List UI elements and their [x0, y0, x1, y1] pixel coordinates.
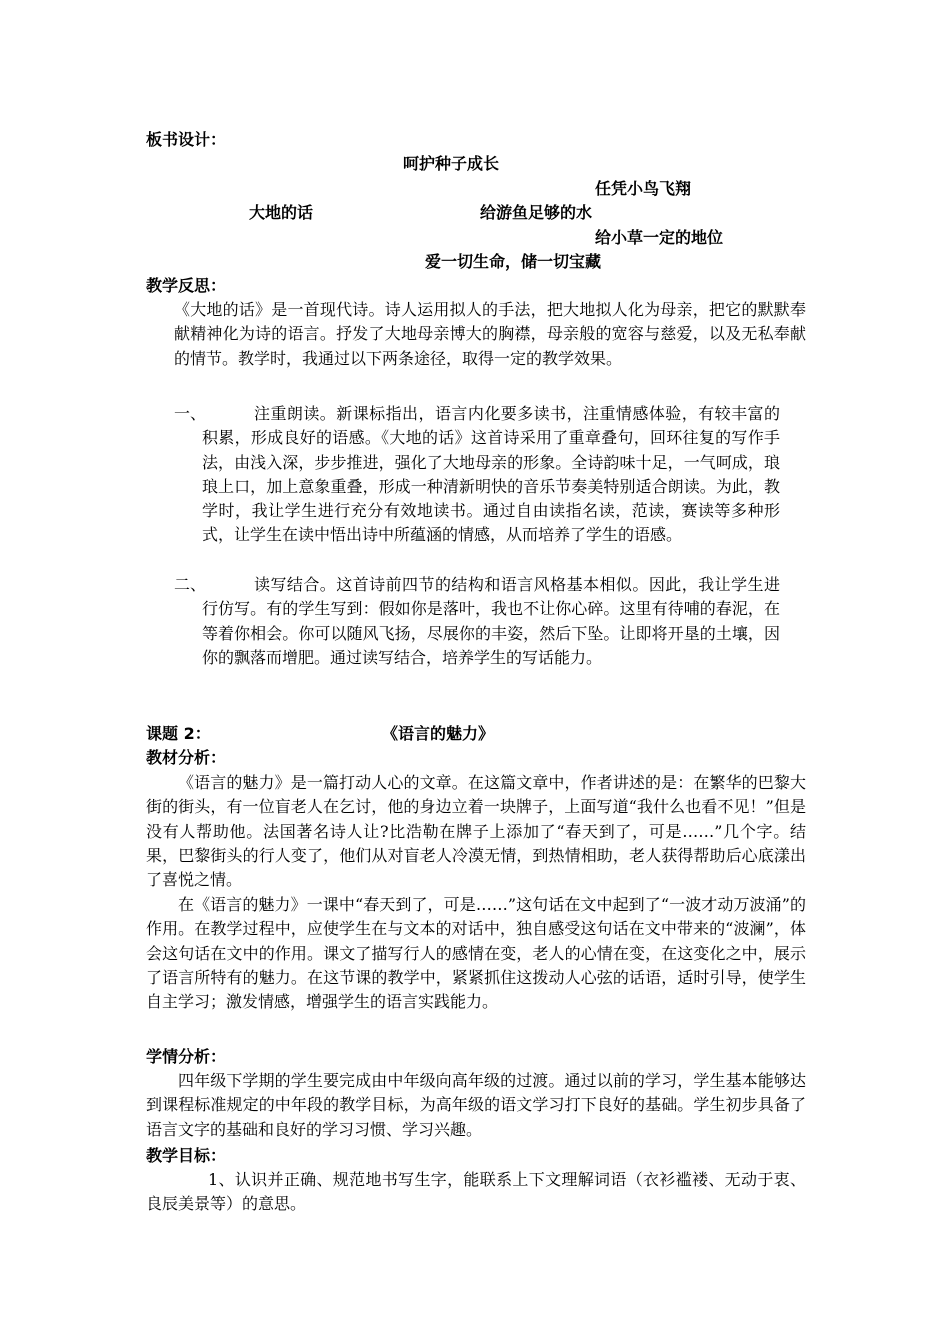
lesson-title: 《语言的魅力》	[382, 724, 495, 743]
teaching-goal-1	[146, 1168, 806, 1217]
list-item-text: 注重朗读。新课标指出，语言内化要多读书，注重情感体验，有较丰富的积累，形成良好的语感。《大地的话》这首诗采用了重章叠句，回环往复的写作手法，由浅入深，步步推进，强化了大地母亲的形象。全诗韵味十足，一气呵成，琅琅上口，加上意象重叠，形成一种清新明快的音乐节奏美特别适合朗读。为此，教学时，我让学生进行充分有效地读书。通过自由读指名读，范读，赛读等多种形式，让学生在读中悟出诗中所蕴涵的情感，从而培养了学生的语感。	[202, 404, 780, 545]
student-analysis-para	[146, 1069, 806, 1142]
paragraph-text: 在《语言的魅力》一课中“春天到了，可是……”这句话在文中起到了“一波才动万波涌”的作用。在教学过程中，应使学生在与文本的对话中，独自感受这句话在文中带来的“波澜”，体会这句话在文中的作用。课文了描写行人的感情在变，老人的心情在变，在这变化之中，展示了语言所特有的魅力。在这节课的教学中，紧紧抓住这拨动人心弦的话语，适时引导，使学生自主学习；激发情感，增强学生的语言实践能力。	[146, 895, 806, 1012]
board-line-5: 爱一切生命，储一切宝藏	[425, 252, 602, 271]
material-analysis-heading: 教材分析：	[146, 748, 227, 767]
paragraph-text: 1、认识并正确、规范地书写生字，能联系上下文理解词语（衣衫褴褛、无动于衷、良辰美景等）的意思。	[146, 1170, 806, 1214]
student-analysis-heading: 学情分析：	[146, 1047, 227, 1066]
list-marker: 二、	[174, 575, 207, 594]
reflection-intro	[174, 298, 806, 371]
board-line-3-right: 给游鱼足够的水	[480, 203, 593, 222]
paragraph-text: 《语言的魅力》是一篇打动人心的文章。在这篇文章中，作者讲述的是：在繁华的巴黎大街的街头，有一位盲老人在乞讨，他的身边立着一块牌子，上面写道“我什么也看不见！”但是没有人帮助他。法国著名诗人让?比浩勒在牌子上添加了“春天到了，可是……”几个字。结果，巴黎街头的行人变了，他们从对盲老人冷漠无情，到热情相助，老人获得帮助后心底漾出了喜悦之情。	[146, 773, 806, 890]
paragraph-text: 四年级下学期的学生要完成由中年级向高年级的过渡。通过以前的学习，学生基本能够达到课程标准规定的中年段的教学目标，为高年级的语文学习打下良好的基础。学生初步具备了语言文字的基础和良好的学习习惯、学习兴趣。	[146, 1071, 806, 1139]
board-line-3-left: 大地的话	[249, 203, 314, 222]
board-line-4: 给小草一定的地位	[595, 228, 724, 247]
material-analysis-para-2	[146, 893, 806, 1014]
lesson-label: 课题 2：	[146, 724, 211, 743]
reflection-heading: 教学反思：	[146, 276, 227, 295]
teaching-goals-heading: 教学目标：	[146, 1146, 227, 1165]
list-item-text: 读写结合。这首诗前四节的结构和语言风格基本相似。因此，我让学生进行仿写。有的学生写到：假如你是落叶，我也不让你心碎。这里有待哺的春泥，在等着你相会。你可以随风飞扬，尽展你的丰姿，然后下坠。让即将开垦的土壤，因你的飘落而增肥。通过读写结合，培养学生的写话能力。	[202, 575, 780, 667]
list-marker: 一、	[174, 404, 207, 423]
board-design-heading: 板书设计：	[146, 130, 227, 149]
reflection-intro-text: 《大地的话》是一首现代诗。诗人运用拟人的手法，把大地拟人化为母亲，把它的默默奉献精神化为诗的语言。抒发了大地母亲博大的胸襟，母亲般的宽容与慈爱，以及无私奉献的情节。教学时，我通过以下两条途径，取得一定的教学效果。	[174, 300, 806, 368]
material-analysis-para-1	[146, 771, 806, 892]
board-line-1: 呵护种子成长	[403, 154, 500, 173]
board-line-2: 任凭小鸟飞翔	[595, 179, 692, 198]
reflection-item-1	[174, 402, 806, 572]
reflection-item-2	[174, 573, 806, 673]
